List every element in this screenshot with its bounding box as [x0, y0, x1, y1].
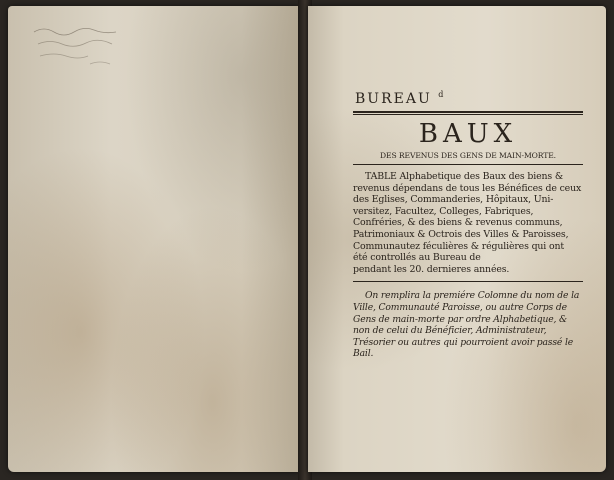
left-page	[8, 6, 300, 472]
right-page	[308, 6, 606, 472]
instruction-note	[353, 290, 583, 360]
rule-middle	[353, 164, 583, 165]
table-line: Patrimoniaux & Octrois des Villes & Paroisses,	[353, 228, 569, 240]
bureau-heading	[355, 90, 583, 107]
bureau-word: BUREAU	[355, 91, 432, 107]
table-line: revenus dépendans de tous les Bénéfices de ceux	[353, 182, 582, 194]
bureau-superscript: d	[438, 90, 444, 99]
page-subtitle: DES REVENUS DES GENS DE MAIN-MORTE.	[380, 151, 556, 160]
note-line: Gens de main-morte par ordre Alphabetique, &	[353, 313, 568, 325]
note-line: Ville, Communauté Paroisse, ou autre Corps de	[353, 301, 567, 313]
table-line: TABLE Alphabetique des Baux des biens &	[365, 171, 564, 182]
handwriting-scribble-icon	[30, 20, 140, 70]
note-line: Bail.	[353, 348, 374, 360]
note-line: Trésorier ou autres qui pourroient avoir passé le	[353, 336, 574, 348]
rule-bottom	[353, 281, 583, 282]
rule-top	[353, 111, 583, 115]
table-line: été controllés au Bureau de	[353, 252, 481, 264]
note-line: non de celui du Bénéficier, Administrateur,	[353, 325, 547, 337]
table-line: Confréries, & des biens & revenus communs,	[353, 217, 563, 229]
page-title: BAUX	[418, 119, 518, 149]
table-description	[353, 171, 583, 275]
table-line: des Eglises, Commanderies, Hôpitaux, Uni-	[353, 194, 554, 206]
note-line: On remplira la premiére Colomne du nom de la	[365, 290, 580, 302]
title-page-content	[353, 90, 583, 360]
table-line: versitez, Facultez, Colleges, Fabriques,	[353, 205, 534, 217]
table-line: pendant les 20. dernieres années.	[353, 263, 510, 275]
table-line: Communautez féculières & régulières qui ont	[353, 240, 564, 252]
